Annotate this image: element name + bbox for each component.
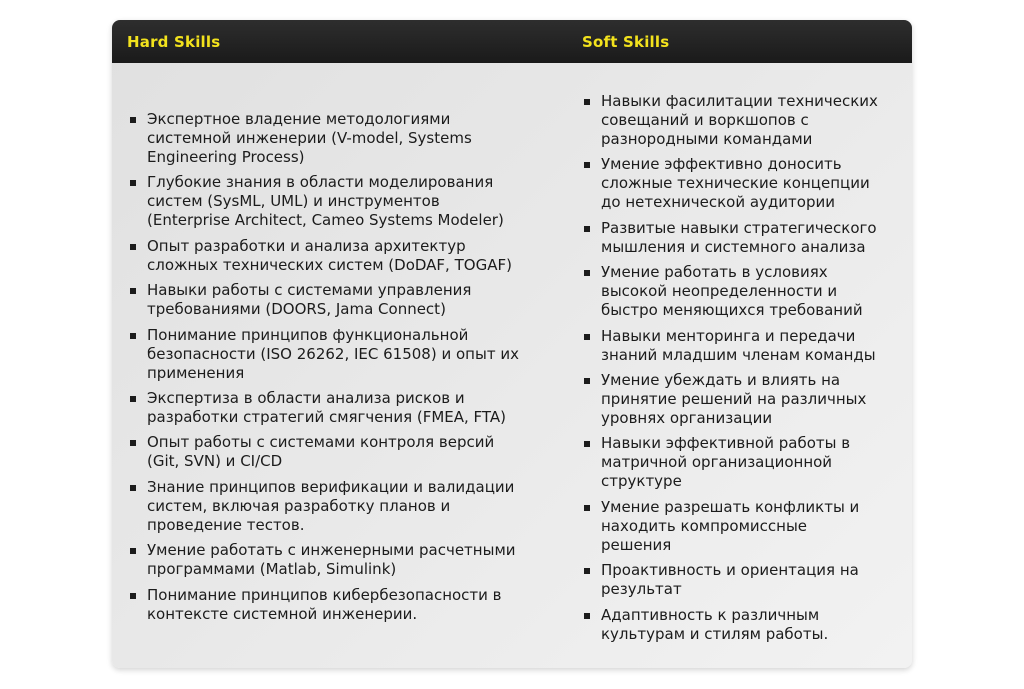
skill-text-line: Развитые навыки стратегического [601, 218, 877, 237]
hard-skill-item [130, 389, 550, 427]
hard-skills-heading: Hard Skills [127, 32, 221, 51]
soft-skill-item [584, 263, 904, 320]
hard-skill-item [130, 326, 550, 383]
bullet-icon [130, 548, 136, 554]
skill-text-line: Умение работать с инженерными расчетными [147, 541, 516, 560]
soft-skills-column [584, 92, 904, 650]
bullet-icon [130, 485, 136, 491]
skill-text-line: (Git, SVN) и CI/CD [147, 452, 283, 471]
skill-text-line: Умение убеждать и влиять на [601, 370, 841, 389]
hard-skill-item [130, 478, 550, 535]
skill-text-line: Адаптивность к различным [601, 605, 820, 624]
skill-text-line: уровнях организации [601, 408, 773, 427]
skill-text-line: решения [601, 535, 672, 554]
hard-skill-item [130, 281, 550, 319]
soft-skills-list [584, 92, 904, 644]
hard-skills-column [130, 110, 550, 630]
skill-text-line: систем, включая разработку планов и [147, 496, 451, 515]
skill-text-line: программами (Matlab, Simulink) [147, 560, 397, 579]
skill-text-line: Умение разрешать конфликты и [601, 497, 860, 516]
skill-text-line: Экспертное владение методологиями [147, 110, 451, 128]
skill-text-line: контексте системной инженерии. [147, 604, 418, 623]
skill-text-line: быстро меняющихся требований [601, 301, 863, 320]
skill-text-line: Понимание принципов кибербезопасности в [147, 585, 502, 604]
skill-text-line: Опыт работы с системами контроля версий [147, 433, 495, 452]
skill-text-line: Проактивность и ориентация на [601, 561, 859, 580]
bullet-icon [584, 162, 590, 168]
skill-text-line: мышления и системного анализа [601, 237, 866, 256]
skill-text-line: безопасности (ISO 26262, IEC 61508) и опыт их [147, 344, 519, 363]
skill-text-line: (Enterprise Architect, Cameo Systems Modeler) [147, 211, 504, 230]
skill-text-line: требованиями (DOORS, Jama Connect) [147, 300, 446, 319]
bullet-icon [584, 270, 590, 276]
skill-text-line: проведение тестов. [147, 515, 305, 534]
soft-skill-item [584, 561, 904, 599]
soft-skill-item [584, 219, 904, 257]
skill-text-line: Навыки эффективной работы в [601, 434, 851, 453]
skill-text-line: до нетехнической аудитории [601, 193, 835, 212]
soft-skill-item [584, 434, 904, 491]
bullet-icon [584, 441, 590, 447]
bullet-icon [130, 288, 136, 294]
skill-text-line: разнородными командами [601, 130, 813, 148]
table-body [112, 20, 912, 668]
hard-skill-item [130, 173, 550, 230]
skill-text-line: Навыки работы с системами управления [147, 281, 472, 300]
skills-table [112, 20, 912, 668]
skill-text-line: системной инженерии (V-model, Systems [147, 129, 472, 147]
bullet-icon [584, 613, 590, 619]
skill-text-line: Глубокие знания в области моделирования [147, 173, 494, 192]
skill-text-line: применения [147, 363, 245, 382]
skill-text-line: культурам и стилям работы. [601, 624, 829, 643]
soft-skills-heading: Soft Skills [582, 32, 670, 51]
skill-text-line: структуре [601, 472, 682, 491]
bullet-icon [130, 244, 136, 250]
soft-skill-item [584, 327, 904, 365]
bullet-icon [130, 593, 136, 599]
bullet-icon [130, 117, 136, 123]
bullet-icon [130, 440, 136, 446]
skill-text-line: Умение работать в условиях [601, 263, 828, 282]
bullet-icon [130, 333, 136, 339]
skill-text-line: сложных технических систем (DoDAF, TOGAF) [147, 255, 512, 274]
skill-text-line: Понимание принципов функциональной [147, 325, 469, 344]
bullet-icon [584, 378, 590, 384]
skill-text-line: Навыки фасилитации технических [601, 92, 878, 110]
hard-skills-list [130, 110, 550, 624]
bullet-icon [584, 99, 590, 105]
soft-skill-item [584, 371, 904, 428]
bullet-icon [584, 505, 590, 511]
bullet-icon [584, 334, 590, 340]
soft-skill-item [584, 92, 904, 149]
skill-text-line: систем (SysML, UML) и инструментов [147, 192, 440, 211]
bullet-icon [130, 180, 136, 186]
skill-text-line: Engineering Process) [147, 148, 305, 166]
soft-skill-item [584, 155, 904, 212]
skill-text-line: сложные технические концепции [601, 174, 870, 193]
hard-skill-item [130, 237, 550, 275]
hard-skill-item [130, 541, 550, 579]
skill-text-line: Умение эффективно доносить [601, 155, 842, 174]
hard-skill-item [130, 110, 550, 167]
skill-text-line: высокой неопределенности и [601, 282, 838, 301]
skill-text-line: Экспертиза в области анализа рисков и [147, 388, 465, 407]
skill-text-line: матричной организационной [601, 453, 833, 472]
skill-text-line: результат [601, 580, 682, 599]
skill-text-line: совещаний и воркшопов с [601, 111, 809, 129]
skill-text-line: принятие решений на различных [601, 389, 867, 408]
skill-text-line: знаний младшим членам команды [601, 345, 876, 364]
soft-skill-item [584, 606, 904, 644]
skill-text-line: находить компромиссные [601, 516, 808, 535]
skill-text-line: Знание принципов верификации и валидации [147, 477, 515, 496]
hard-skill-item [130, 433, 550, 471]
hard-skill-item [130, 586, 550, 624]
skill-text-line: Опыт разработки и анализа архитектур [147, 236, 466, 255]
soft-skill-item [584, 498, 904, 555]
skill-text-line: разработки стратегий смягчения (FMEA, FTA) [147, 407, 507, 426]
bullet-icon [584, 226, 590, 232]
bullet-icon [584, 568, 590, 574]
skill-text-line: Навыки менторинга и передачи [601, 326, 856, 345]
bullet-icon [130, 396, 136, 402]
